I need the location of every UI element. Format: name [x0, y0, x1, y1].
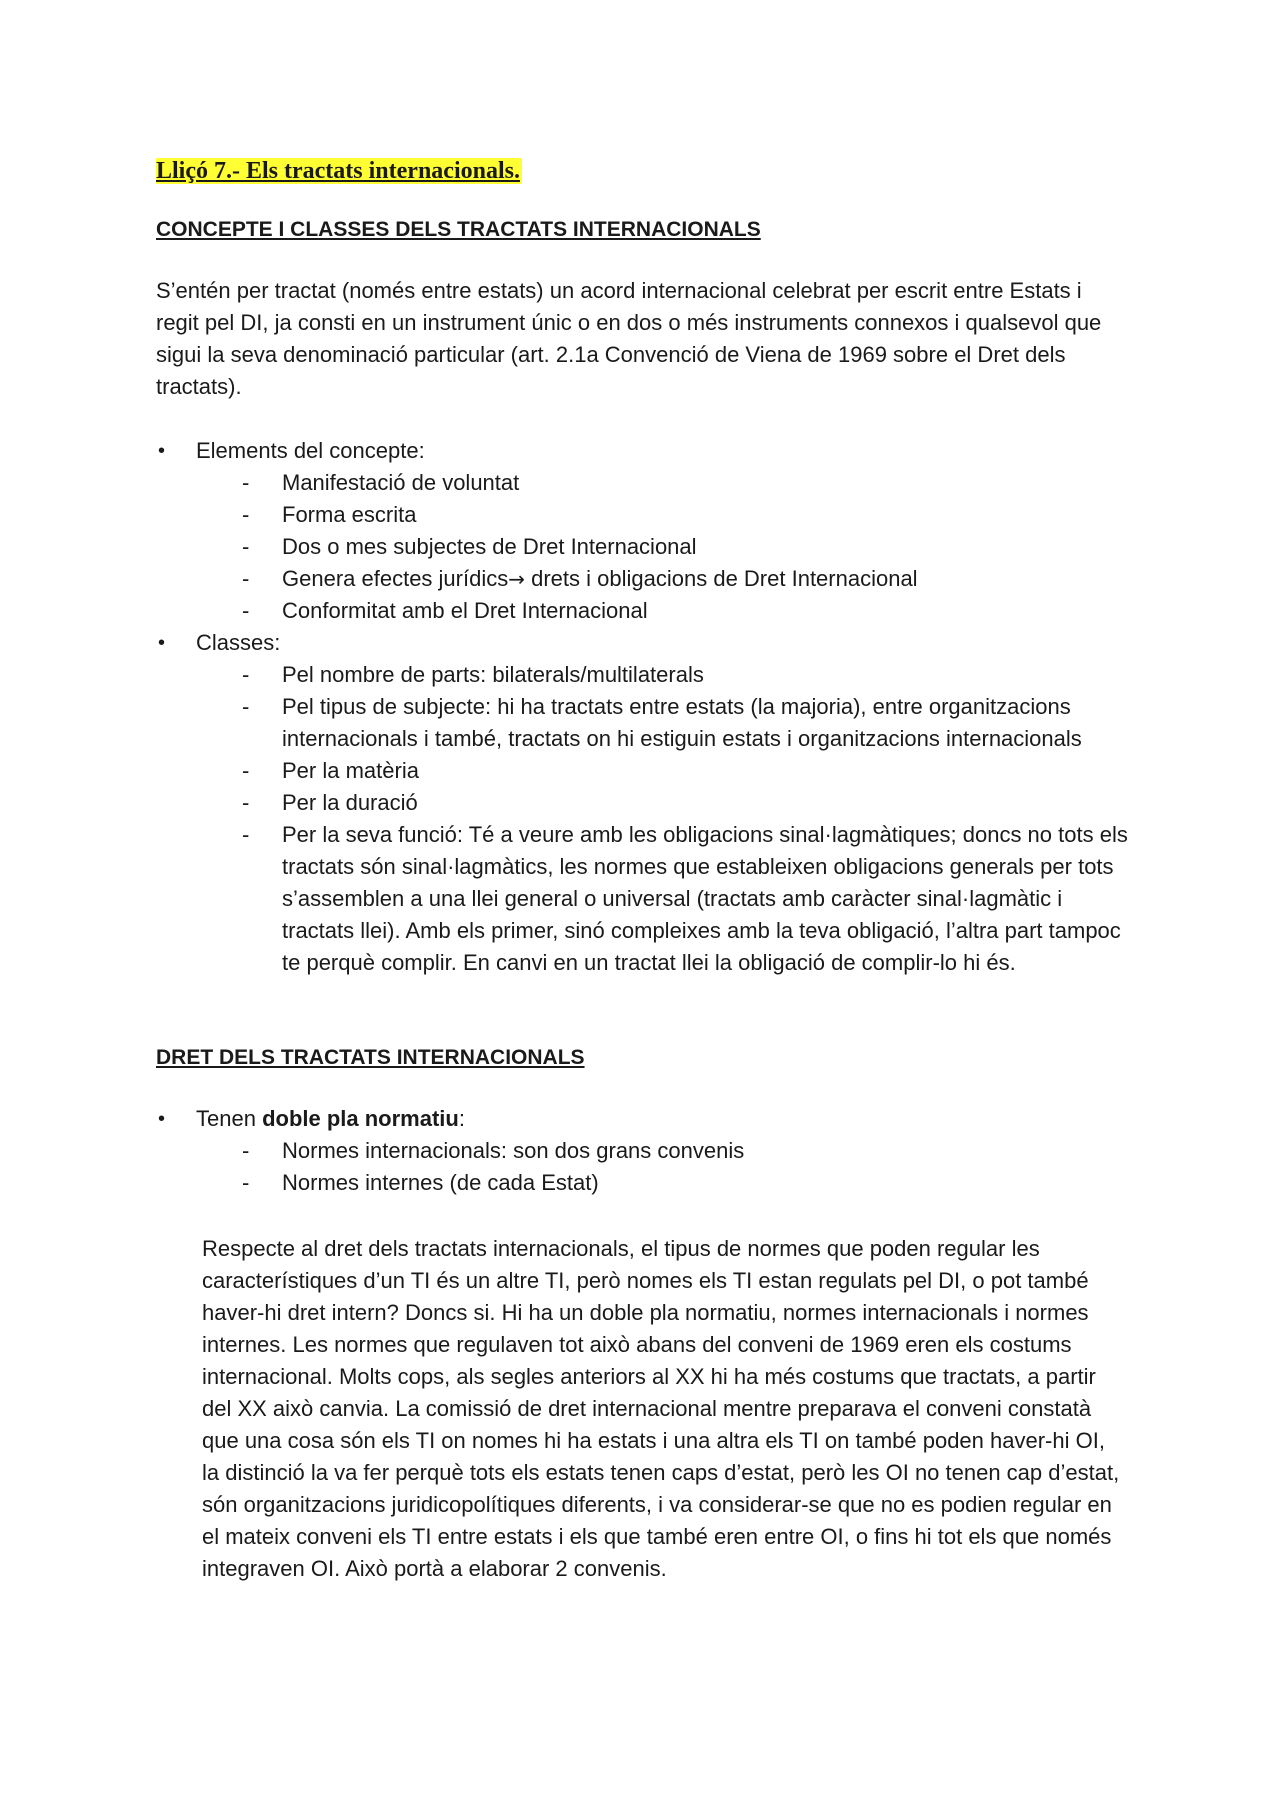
dash-icon: - — [242, 566, 250, 591]
list-item — [242, 1167, 1136, 1199]
bullet-icon: • — [158, 440, 166, 462]
list-item — [242, 467, 1136, 499]
bullet-icon: • — [158, 1108, 166, 1130]
list-item-arrow-text: drets i obligacions de Dret Internacional — [531, 566, 918, 591]
definition-paragraph: S’entén per tractat (només entre estats) un acord internacional celebrat per escrit entre Estats i regit pel DI, ja consti en un instrument únic o en dos o més instruments connexos i qualsevol que sigui la seva denominació particular (art. 2.1a Convenció de Viena de 1969 sobre el Dret dels tractats). — [156, 278, 1102, 399]
dash-icon: - — [242, 694, 250, 719]
list-item-text: Genera efectes jurídics — [282, 566, 509, 591]
dash-icon: - — [242, 1138, 250, 1163]
list-item-text: Pel tipus de subjecte: hi ha tractats entre estats (la majoria), entre organitzacions internacionals i també, tractats on hi estiguin estats i organitzacions internacionals — [282, 694, 1082, 751]
bullet-label: Elements del concepte: — [196, 438, 425, 463]
list-item — [242, 1135, 1136, 1167]
concept-bullet-list — [156, 435, 1136, 979]
document-page — [156, 155, 1136, 1585]
list-item — [242, 595, 1136, 627]
arrow-right-icon: → — [508, 567, 525, 591]
list-item — [242, 819, 1136, 979]
bullet-item-doble-pla — [156, 1103, 1136, 1199]
section-spacer — [156, 979, 1136, 1043]
list-item-text: Dos o mes subjectes de Dret Internacional — [282, 534, 697, 559]
bullet-item-elements — [156, 435, 1136, 627]
section-heading-concepte: CONCEPTE I CLASSES DELS TRACTATS INTERNACIONALS — [156, 218, 761, 241]
list-item — [242, 531, 1136, 563]
list-item-text: Normes internacionals: son dos grans convenis — [282, 1138, 745, 1163]
dash-icon: - — [242, 502, 250, 527]
bullet-label-prefix: Tenen — [196, 1106, 263, 1131]
classes-sublist — [196, 659, 1136, 979]
list-item-text: Forma escrita — [282, 502, 417, 527]
dash-icon: - — [242, 790, 250, 815]
list-item-text: Per la seva funció: Té a veure amb les obligacions sinal·lagmàtiques; doncs no tots els tractats són sinal·lagmàtics, les normes que estableixen obligacions generals per tots s’assemblen a una llei general o universal (tractats amb caràcter sinal·lagmàtic i tractats llei). Amb els primer, sinó compleixes amb la teva obligació, l’altra part tampoc te perquè complir. En canvi en un tractat llei la obligació de complir-lo hi és. — [282, 822, 1128, 975]
list-item — [242, 787, 1136, 819]
dret-paragraph: Respecte al dret dels tractats internacionals, el tipus de normes que poden regular les característiques d’un TI és un altre TI, però nomes els TI estan regulats pel DI, o pot també haver-hi dret intern? Doncs si. Hi ha un doble pla normatiu, normes internacionals i normes internes. Les normes que regulaven tot això abans del conveni de 1969 eren els costums internacional. Molts cops, als segles anteriors al XX hi ha més costums que tractats, a partir del XX això canvia. La comissió de dret internacional mentre preparava el conveni constatà que una cosa són els TI on nomes hi ha estats i una altra els TI on també poden haver-hi OI, la distinció la va fer perquè tots els estats tenen caps d’estat, però les OI no tenen cap d’estat, són organitzacions juridicopolítiques diferents, i va considerar-se que no es podien regular en el mateix conveni els TI entre estats i els que també eren entre OI, o fins hi tot els que només integraven OI. Això portà a elaborar 2 convenis. — [202, 1236, 1120, 1581]
list-item — [242, 691, 1136, 755]
dash-icon: - — [242, 598, 250, 623]
bullet-label: Classes: — [196, 630, 281, 655]
dash-icon: - — [242, 534, 250, 559]
dash-icon: - — [242, 662, 250, 687]
list-item — [242, 755, 1136, 787]
list-item-text: Per la matèria — [282, 758, 419, 783]
list-item — [242, 499, 1136, 531]
list-item-text: Conformitat amb el Dret Internacional — [282, 598, 648, 623]
bullet-label-bold: doble pla normatiu — [262, 1106, 459, 1131]
section-heading-dret: DRET DELS TRACTATS INTERNACIONALS — [156, 1046, 585, 1069]
list-item-text: Per la duració — [282, 790, 418, 815]
dash-icon: - — [242, 822, 250, 847]
dash-icon: - — [242, 470, 250, 495]
bullet-label-suffix: : — [458, 1106, 465, 1131]
lesson-title — [156, 155, 1136, 187]
list-item-text: Normes internes (de cada Estat) — [282, 1170, 599, 1195]
list-item — [242, 563, 1136, 595]
dash-icon: - — [242, 758, 250, 783]
elements-sublist — [196, 467, 1136, 627]
normes-sublist — [196, 1135, 1136, 1199]
list-item-text: Pel nombre de parts: bilaterals/multilaterals — [282, 662, 704, 687]
bullet-icon: • — [158, 632, 166, 654]
dret-bullet-list — [156, 1103, 1136, 1199]
list-item — [242, 659, 1136, 691]
bullet-item-classes — [156, 627, 1136, 979]
lesson-title-text: Lliçó 7.- Els tractats internacionals. — [156, 158, 520, 184]
list-item-text: Manifestació de voluntat — [282, 470, 520, 495]
dash-icon: - — [242, 1170, 250, 1195]
